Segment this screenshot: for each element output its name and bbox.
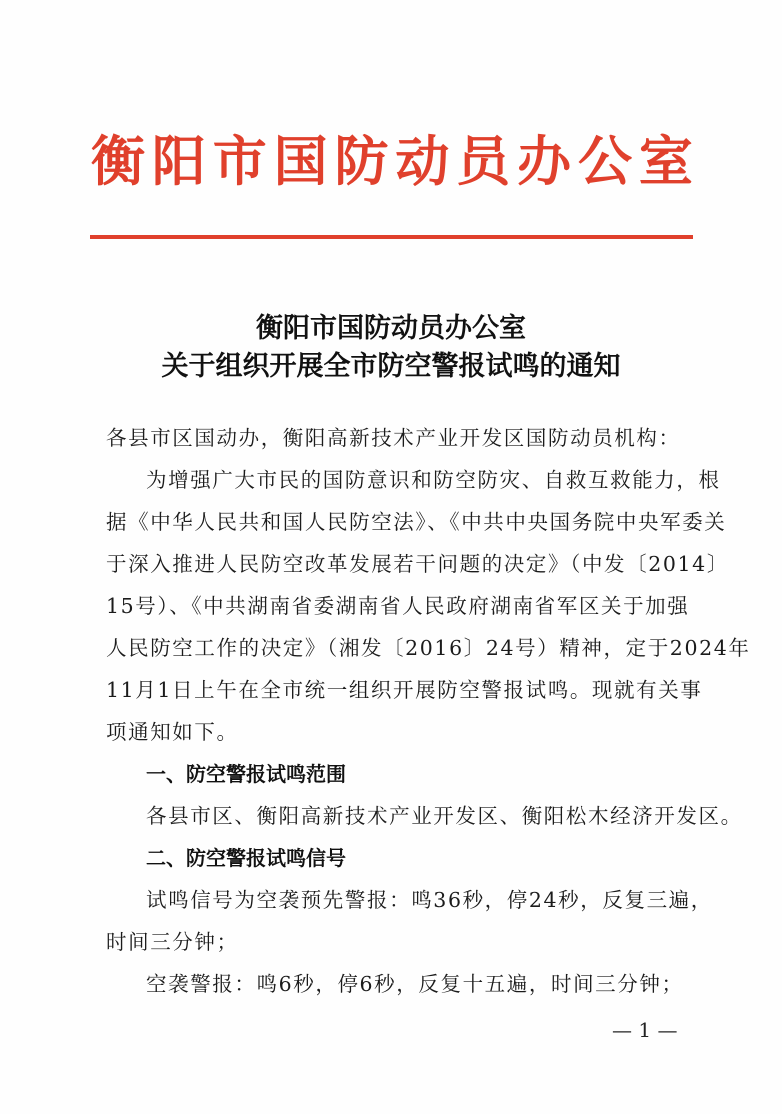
section-1-text: 各县市区、衡阳高新技术产业开发区、衡阳松木经济开发区。 bbox=[146, 804, 743, 828]
masthead-char: 防 bbox=[334, 129, 389, 193]
paragraph-line: 人民防空工作的决定》（湘发〔2016〕24号）精神，定于2024年 bbox=[106, 636, 751, 660]
red-divider-line bbox=[90, 235, 693, 239]
section-2-line: 时间三分钟； bbox=[106, 930, 239, 954]
masthead-char: 衡 bbox=[91, 129, 145, 193]
section-heading-2: 二、防空警报试鸣信号 bbox=[146, 846, 346, 870]
section-2-line: 空袭警报：鸣6秒，停6秒，反复十五遍，时间三分钟； bbox=[146, 972, 684, 996]
paragraph-line: 据《中华人民共和国人民防空法》、《中共中央国务院中央军委关 bbox=[106, 510, 727, 534]
masthead-char: 室 bbox=[638, 129, 693, 193]
masthead-char: 公 bbox=[578, 129, 632, 193]
addressee: 各县市区国动办，衡阳高新技术产业开发区国防动员机构： bbox=[106, 426, 681, 450]
paragraph-line: 为增强广大市民的国防意识和防空防灾、自救互救能力，根 bbox=[146, 468, 721, 492]
section-2-line: 试鸣信号为空袭预先警报：鸣36秒，停24秒，反复三遍， bbox=[146, 888, 713, 912]
masthead-char: 办 bbox=[517, 129, 572, 193]
masthead-char: 员 bbox=[456, 129, 511, 193]
paragraph-line: 11月1日上午在全市统一组织开展防空警报试鸣。现就有关事 bbox=[106, 678, 703, 702]
masthead-char: 国 bbox=[273, 129, 328, 193]
red-masthead bbox=[88, 126, 696, 196]
paragraph-line: 于深入推进人民防空改革发展若干问题的决定》（中发〔2014〕 bbox=[106, 552, 729, 576]
masthead-char: 阳 bbox=[151, 129, 206, 193]
masthead-char: 市 bbox=[212, 129, 267, 193]
paragraph-line: 项通知如下。 bbox=[106, 720, 239, 744]
document-title-line-2: 关于组织开展全市防空警报试鸣的通知 bbox=[161, 351, 621, 382]
page-number: — 1 — bbox=[612, 1018, 678, 1042]
paragraph-line: 15号）、《中共湖南省委湖南省人民政府湖南省军区关于加强 bbox=[106, 594, 690, 618]
section-heading-1: 一、防空警报试鸣范围 bbox=[146, 762, 346, 786]
masthead-char: 动 bbox=[395, 129, 450, 193]
document-title-line-1: 衡阳市国防动员办公室 bbox=[256, 313, 526, 344]
